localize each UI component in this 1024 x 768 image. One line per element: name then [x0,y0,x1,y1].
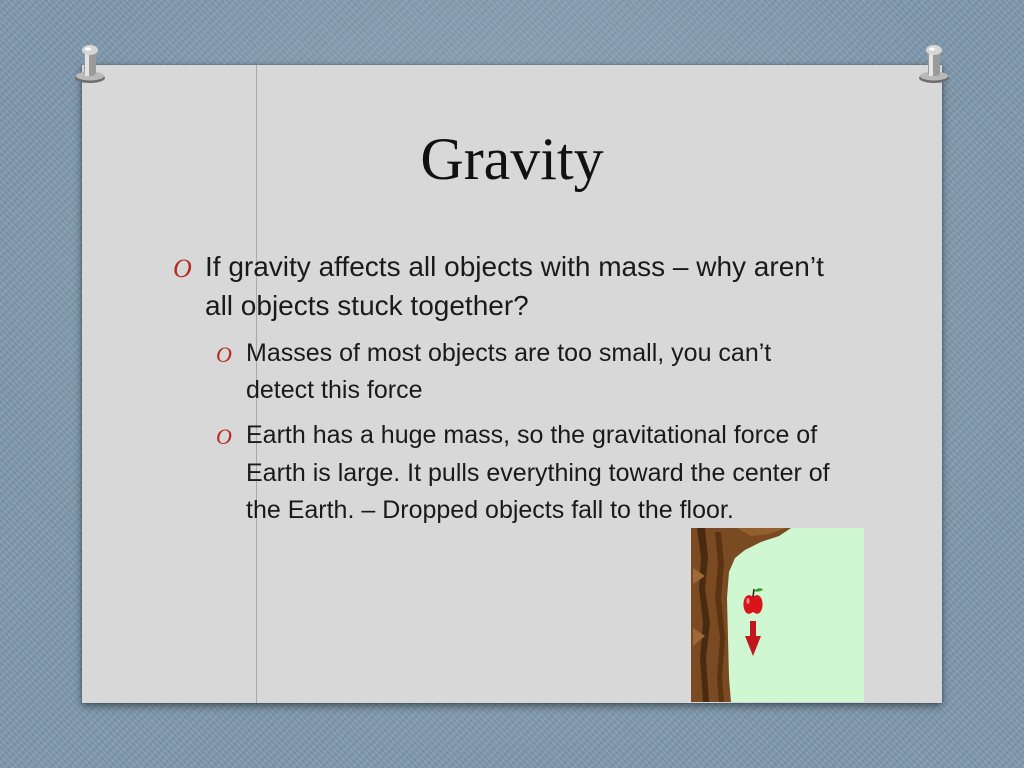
bullet-marker: O [216,424,232,449]
sub-bullet-item [216,335,836,409]
bullet-marker: O [216,342,232,367]
bullet-text: If gravity affects all objects with mass – why aren’t all objects stuck together? [205,251,824,321]
bullet-marker: O [173,254,192,283]
bullet-text: Earth has a huge mass, so the gravitational force of Earth is large. It pulls everything toward the center of the Earth. – Dropped objects fall to the floor. [246,421,830,524]
sub-bullet-item [216,417,836,530]
falling-apple-illustration [691,528,864,702]
pushpin-icon [914,40,954,86]
bullet-item [173,247,855,325]
slide-title: Gravity [420,126,604,192]
bullet-text: Masses of most objects are too small, you can’t detect this force [246,339,772,404]
pushpin-icon [70,40,110,86]
